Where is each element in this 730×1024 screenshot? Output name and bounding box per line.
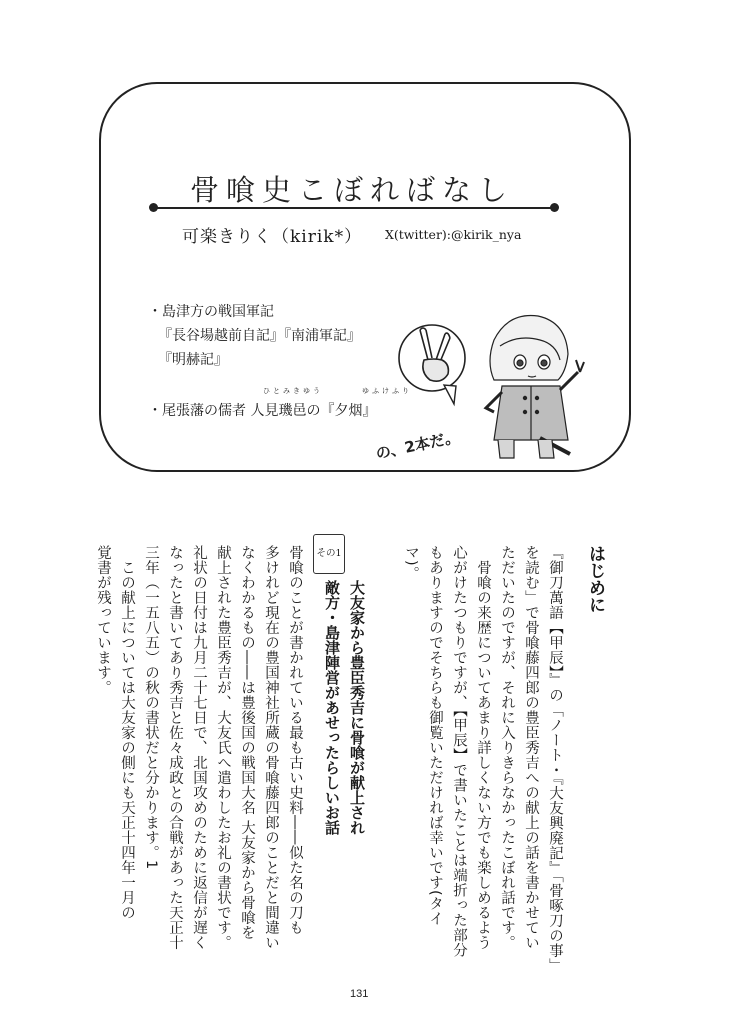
divider-dot-right [550,203,559,212]
section-line-8: この献上については大友家の側にも天正十四年一月の [119,545,135,920]
section-heading-line-1: 大友家から豊臣秀吉に骨喰が献上され [348,580,366,835]
section-line-9: 覚書が残っています。 [95,545,111,695]
character-figure [486,316,584,459]
intro-line-4: 骨喰の来歴についてあまり詳しくない方でも楽しめるよう [475,545,491,950]
author-name: 可楽きりく（kirik*） [182,227,363,247]
intro-line-2: を読む」で骨喰藤四郎の豊臣秀吉への献上の話を書かせてい [523,545,539,950]
intro-line-5: 心がけたつもりですが、【甲辰】で書いたことは端折った部分 [451,545,467,958]
section-label-box: その1 [313,534,345,574]
page-number: 131 [350,988,369,1000]
intro-line-7: マ)。 [403,545,419,582]
intro-heading: はじめに [585,545,605,613]
toc-item-1-sub-1: 『長谷場越前自記』『南浦軍記』 [158,328,361,344]
intro-line-6: もありますのでそちらも御覧いただければ幸いです(タイ [427,545,443,927]
toc-item-1: ・島津方の戦国軍記 [148,304,274,320]
intro-line-3: ただいたのですが、それに入りきらなかったこぼれ話です。 [499,545,515,950]
section-line-6: なったと書いてあり秀吉と佐々成政との合戦があった天正十 [167,545,183,950]
page-title: 骨喰史こぼればなし [190,173,515,207]
toc-item-1-sub-2: 『明赫記』 [158,352,228,368]
divider-dot-left [149,203,158,212]
section-line-3: なくわかるもの――は豊後国の戦国大名 大友家から骨喰を [239,545,255,941]
twitter-handle: X(twitter):@kirik_nya [385,227,522,242]
section-line-5: 礼状の日付は九月二十七日で、北国攻めのために返信が遅く [191,545,207,950]
illustration-caption: の、2本だ。 [374,427,461,463]
section-line-4: 献上された豊臣秀吉が、大友氏へ遣わしたお礼の書状です。 [215,545,231,950]
section-line-7: 三年（一五八五）の秋の書状だと分かります。1 [143,545,159,870]
section-heading-line-2: 敵方・島津陣営があせったらしいお話 [323,580,341,835]
ruby-yufukefuri: ゆふけふり [362,387,412,395]
title-divider [154,207,554,209]
intro-line-1: 『御刀萬語【甲辰】』の「ノート・『大友興廃記』「骨啄刀の事」 [547,545,563,974]
section-line-2: 多けれど現在の豊国神社所蔵の骨喰藤四郎のことだと間違い [263,545,279,950]
ruby-hitomi-kiyu: ひとみきゆう [263,387,323,395]
toc-item-2: ・尾張藩の儒者 人見璣邑の『夕烟』 [148,403,377,419]
section-line-1: 骨喰のことが書かれている最も古い史料――似た名の刀も [287,545,303,935]
